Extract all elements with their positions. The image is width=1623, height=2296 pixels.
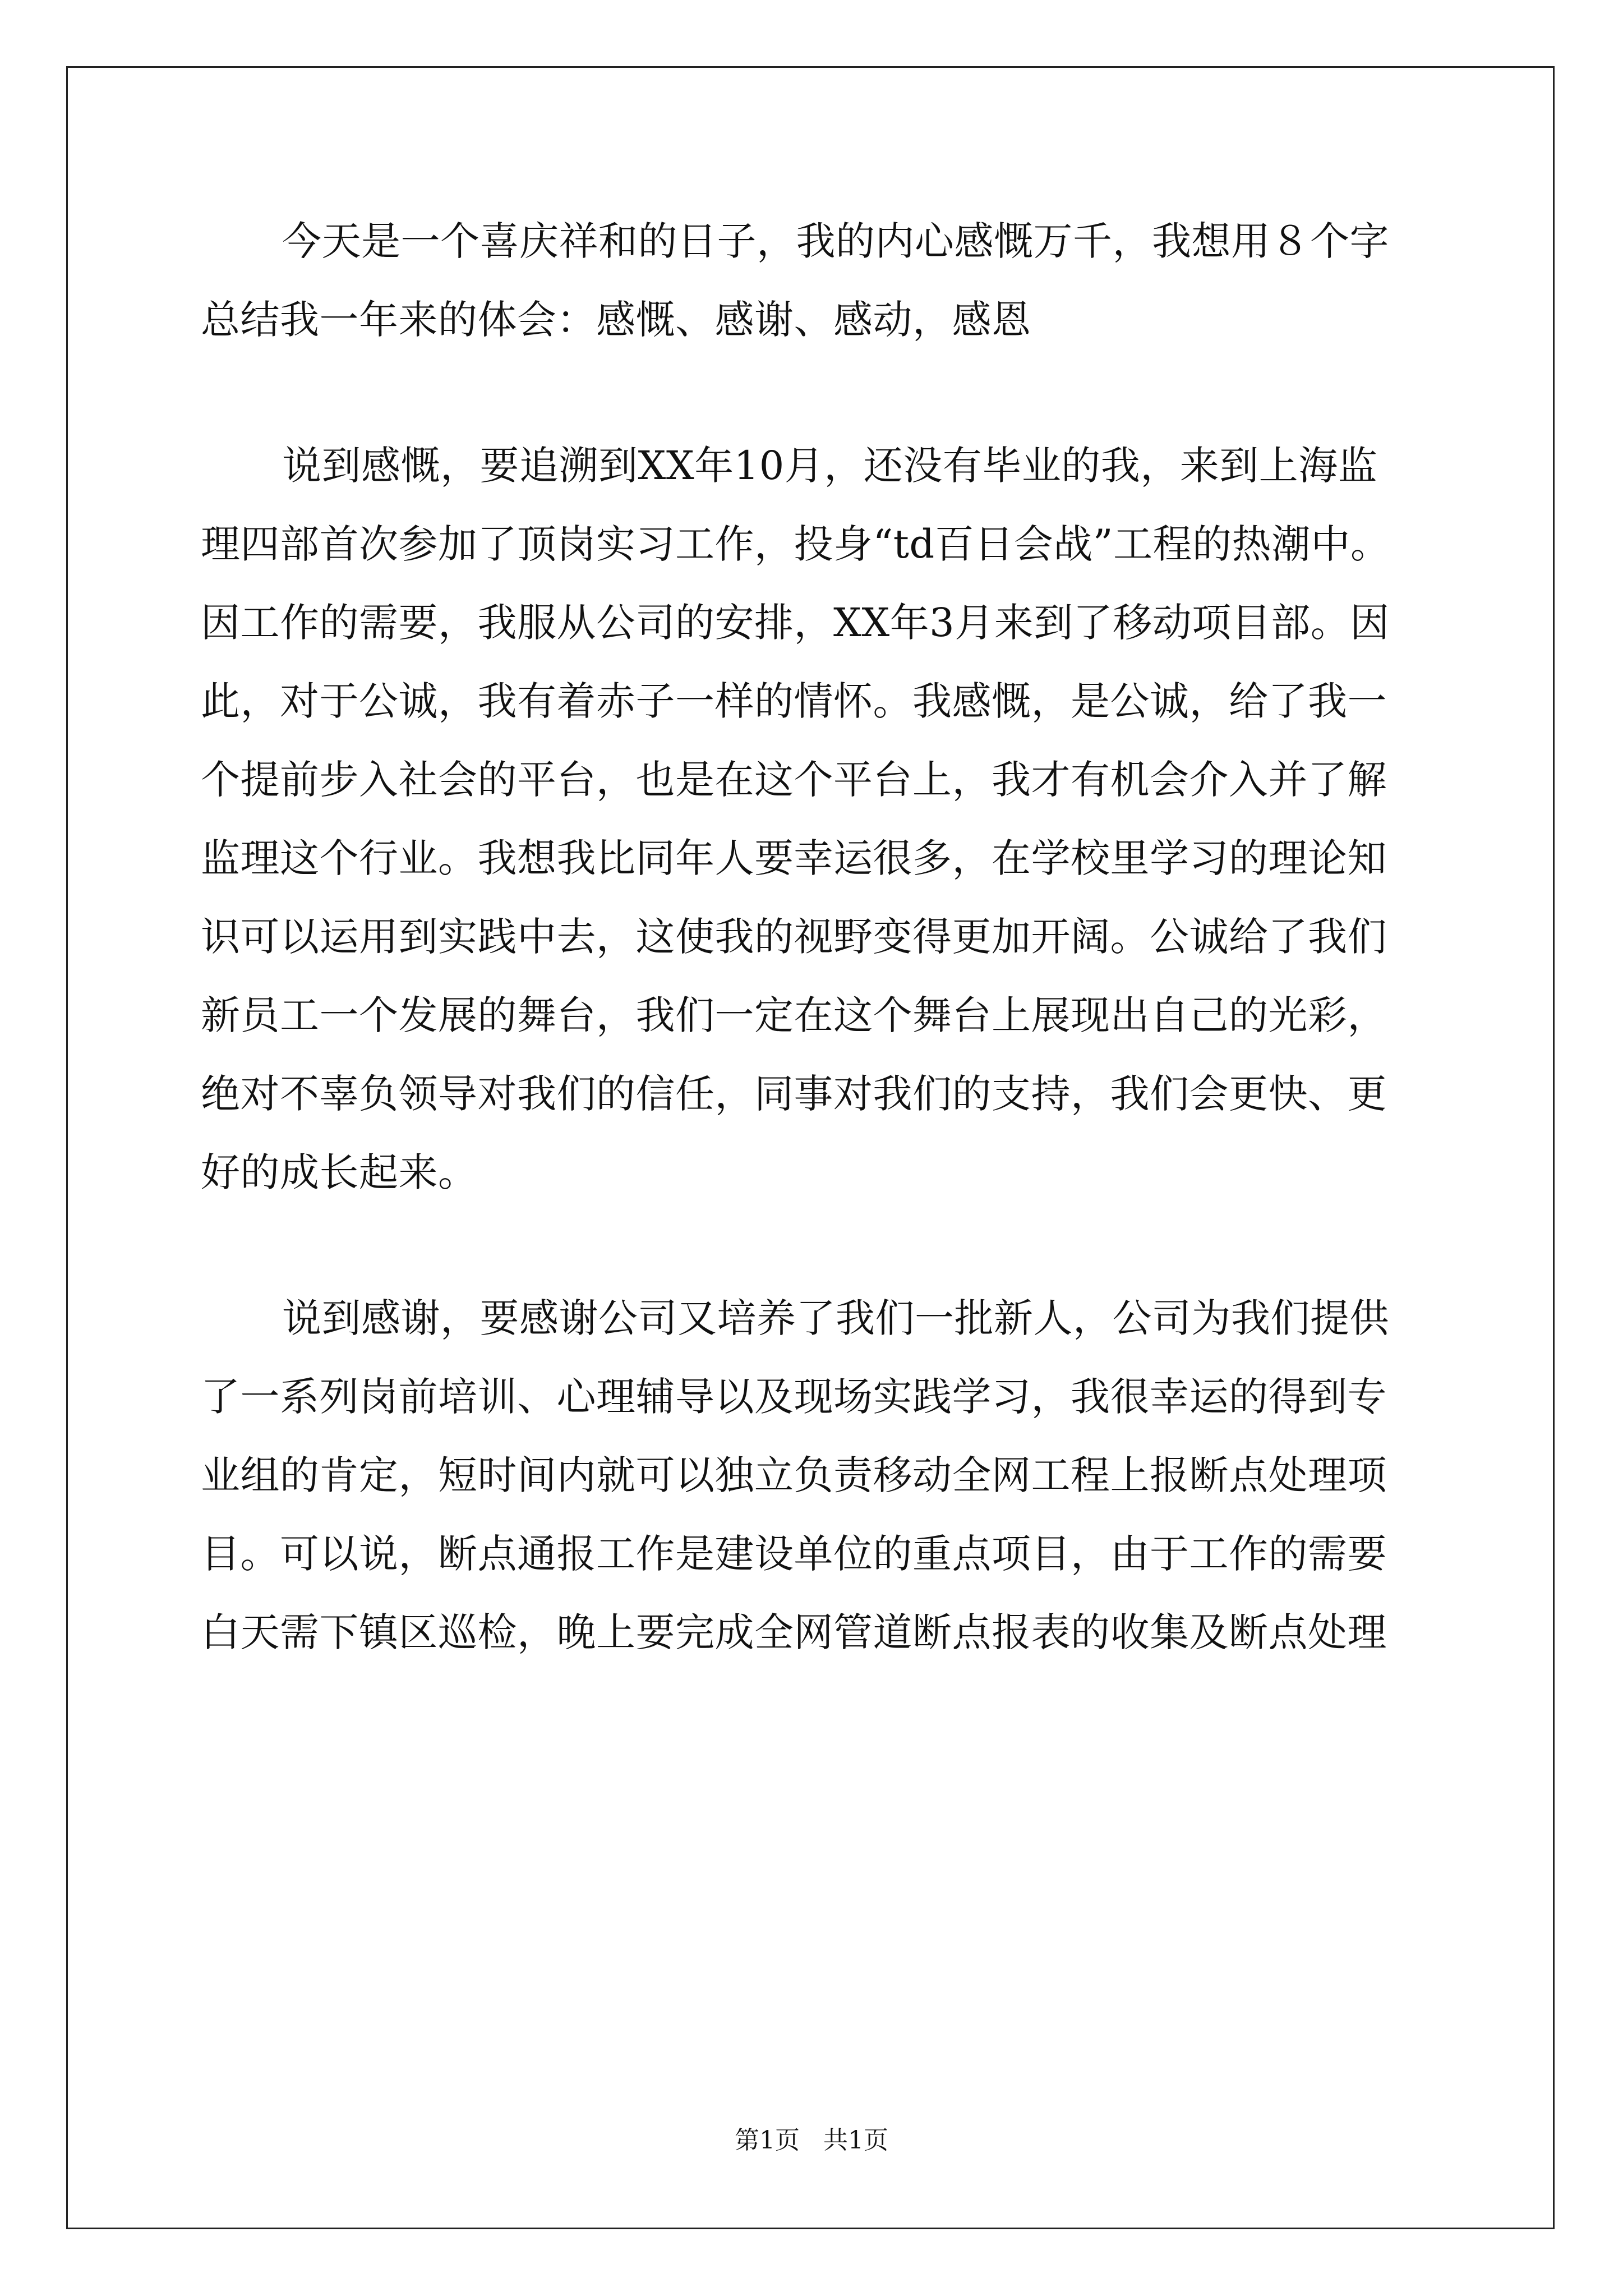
paragraph-2-line-1: 说到感慨，要追溯到XX年10月，还没有毕业的我，来到上海监 bbox=[282, 443, 1378, 489]
page-footer: 第1页 共1页 bbox=[735, 2126, 888, 2155]
paragraph-2-line-7: 识可以运用到实践中去，这使我的视野变得更加开阔。公诚给了我们 bbox=[201, 914, 1387, 960]
paragraph-3-line-5: 白天需下镇区巡检，晚上要完成全网管道断点报表的收集及断点处理 bbox=[201, 1609, 1387, 1655]
paragraph-2-line-5: 个提前步入社会的平台，也是在这个平台上，我才有机会介入并了解 bbox=[201, 757, 1387, 803]
paragraph-3-line-2: 了一系列岗前培训、心理辅导以及现场实践学习，我很幸运的得到专 bbox=[201, 1374, 1387, 1420]
paragraph-3-line-4: 目。可以说，断点通报工作是建设单位的重点项目，由于工作的需要 bbox=[201, 1531, 1387, 1577]
paragraph-2-line-3: 因工作的需要，我服从公司的安排，XX年3月来到了移动项目部。因 bbox=[201, 600, 1390, 646]
paragraph-3-line-3: 业组的肯定，短时间内就可以独立负责移动全网工程上报断点处理项 bbox=[201, 1452, 1387, 1498]
paragraph-3-line-1: 说到感谢，要感谢公司又培养了我们一批新人，公司为我们提供 bbox=[282, 1295, 1389, 1341]
paragraph-2-line-9: 绝对不辜负领导对我们的信任，同事对我们的支持，我们会更快、更 bbox=[201, 1071, 1387, 1117]
paragraph-2-line-8: 新员工一个发展的舞台，我们一定在这个舞台上展现出自己的光彩， bbox=[201, 992, 1387, 1038]
paragraph-2-line-4: 此，对于公诚，我有着赤子一样的情怀。我感慨，是公诚，给了我一 bbox=[201, 678, 1387, 724]
paragraph-2-line-2: 理四部首次参加了顶岗实习工作，投身“td百日会战”工程的热潮中。 bbox=[201, 521, 1390, 567]
paragraph-1-line-2: 总结我一年来的体会：感慨、感谢、感动，感恩 bbox=[201, 297, 1031, 343]
paragraph-2-line-6: 监理这个行业。我想我比同年人要幸运很多，在学校里学习的理论知 bbox=[201, 835, 1387, 881]
paragraph-2-line-10: 好的成长起来。 bbox=[201, 1149, 478, 1195]
paragraph-1-line-1: 今天是一个喜庆祥和的日子，我的内心感慨万千，我想用８个字 bbox=[282, 218, 1389, 264]
